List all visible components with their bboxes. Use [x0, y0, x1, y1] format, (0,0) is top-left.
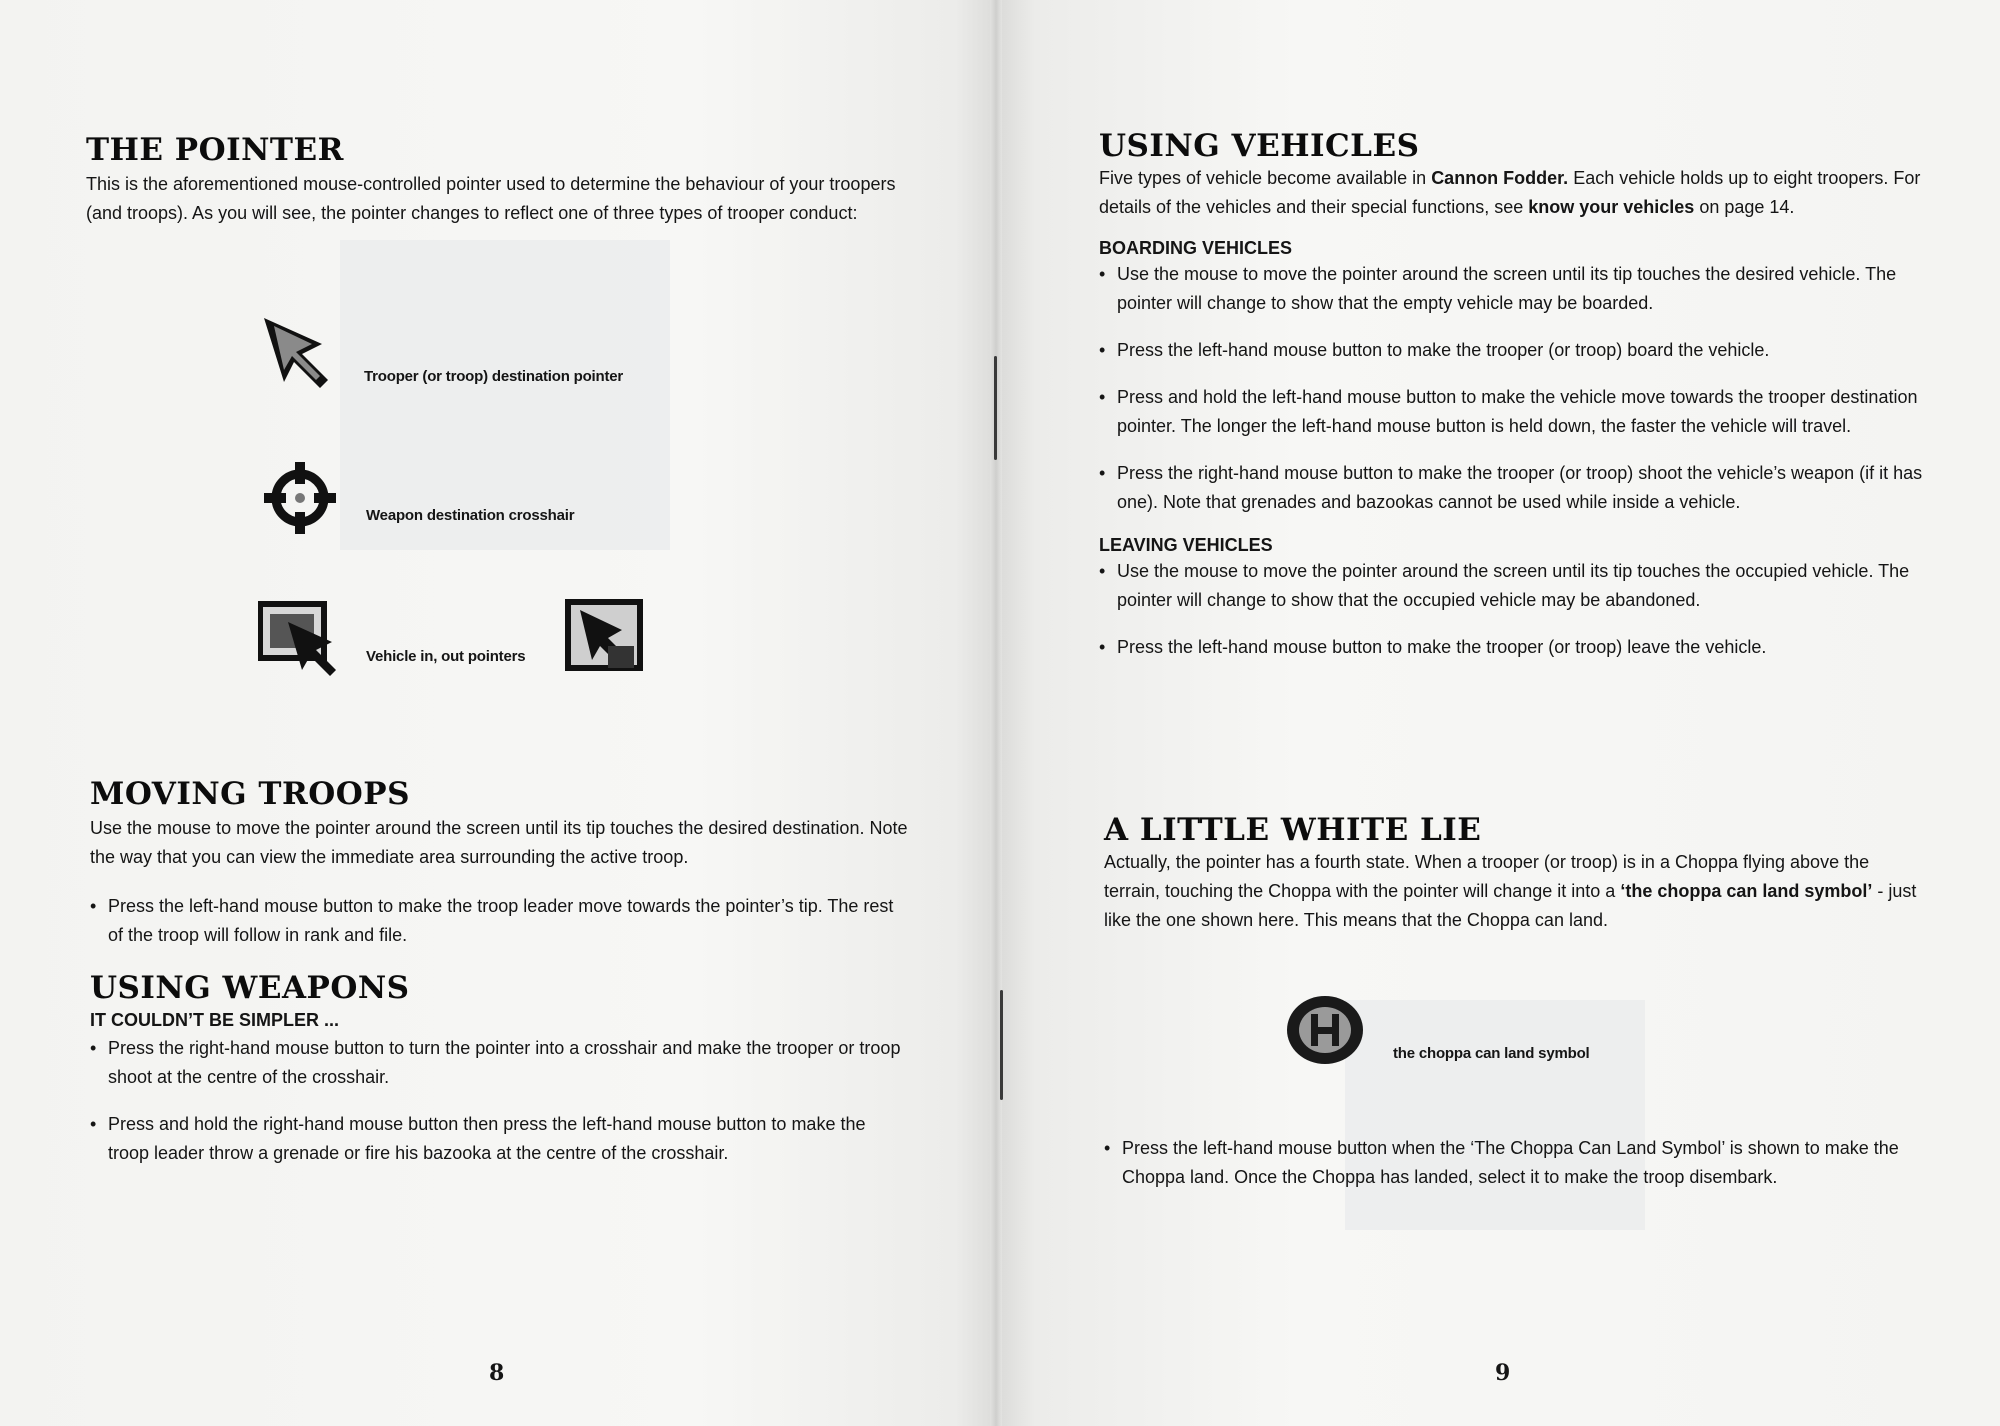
- weapons-list: [90, 1034, 910, 1168]
- list-item: • Use the mouse to move the pointer around the screen until its tip touches the occupied vehicle. The pointer will change to show that the occupied vehicle may be abandoned.: [1099, 557, 1939, 615]
- know-your-vehicles-reference: know your vehicles: [1528, 197, 1695, 217]
- list-item: • Press and hold the right-hand mouse button then press the left-hand mouse button to make the troop leader throw a grenade or fire his bazooka at the centre of the crosshair.: [90, 1110, 910, 1168]
- leaving-subheading: LEAVING VEHICLES: [1099, 535, 1273, 555]
- pointer-heading: THE POINTER: [86, 132, 344, 168]
- staple-bottom: [1000, 990, 1003, 1100]
- choppa-symbol-term: ‘the choppa can land symbol’: [1620, 881, 1873, 901]
- binding-fold: [990, 0, 1002, 1426]
- vehicle-pointer-icon: [258, 598, 348, 678]
- vehicles-body-text: Five types of vehicle become available in: [1099, 168, 1432, 188]
- left-page: [0, 0, 995, 1426]
- pointer-section: [86, 132, 906, 228]
- choppa-land-symbol-icon: [1281, 990, 1369, 1070]
- page-number-right: 9: [1495, 1360, 1511, 1386]
- vehicles-body-text: on page 14.: [1694, 197, 1795, 217]
- vehicles-section: [1099, 128, 1939, 662]
- show-through-panel: [340, 240, 670, 550]
- arrow-pointer-caption: Trooper (or troop) destination pointer: [364, 368, 624, 385]
- lie-heading: A LITTLE WHITE LIE: [1104, 812, 1482, 848]
- game-title: Cannon Fodder.: [1431, 168, 1569, 188]
- moving-heading: MOVING TROOPS: [90, 776, 410, 812]
- vehicles-body: [1099, 164, 1939, 222]
- show-through-panel: [1345, 1000, 1645, 1230]
- list-item: • Use the mouse to move the pointer around the screen until its tip touches the desired vehicle. The pointer will change to show that the empty vehicle may be boarded.: [1099, 260, 1939, 318]
- vehicle-pointer-caption: Vehicle in, out pointers: [366, 648, 526, 665]
- lie-section: [1104, 812, 1924, 935]
- list-item: • Press the left-hand mouse button to make the troop leader move towards the pointer’s tip. The rest of the troop will follow in rank and file.: [90, 892, 910, 950]
- weapons-heading: USING WEAPONS: [90, 970, 410, 1006]
- choppa-symbol-caption: the choppa can land symbol: [1393, 1045, 1590, 1062]
- list-item: • Press the right-hand mouse button to make the trooper (or troop) shoot the vehicle’s weapon (if it has one). Note that grenades and bazookas cannot be used while inside a vehicle.: [1099, 459, 1939, 517]
- vehicles-body-text: Each vehicle holds up to eight troopers. For details of the vehicles and their special functions, see: [1099, 168, 1921, 217]
- crosshair-icon: [262, 460, 338, 536]
- vehicles-heading: USING VEHICLES: [1099, 128, 1420, 164]
- weapons-subheading: IT COULDN’T BE SIMPLER ...: [90, 1010, 340, 1030]
- right-page: [995, 0, 2000, 1426]
- staple-top: [994, 356, 997, 460]
- leaving-list: [1099, 557, 1939, 662]
- vehicle-out-pointer-icon: [562, 596, 650, 680]
- pointer-body: This is the aforementioned mouse-controlled pointer used to determine the behaviour of your troopers (and troops). As you will see, the pointer changes to reflect one of three types of trooper conduct:: [86, 174, 896, 223]
- lie-body: [1104, 848, 1924, 935]
- list-item: • Press the left-hand mouse button to make the trooper (or troop) leave the vehicle.: [1099, 633, 1939, 662]
- page-number-left: 8: [489, 1360, 505, 1386]
- list-item: • Press the left-hand mouse button when the ‘The Choppa Can Land Symbol’ is shown to make the Choppa land. Once the Choppa has landed, select it to make the troop disembark.: [1104, 1134, 1924, 1192]
- lie-bullets-section: [1104, 1134, 1924, 1192]
- weapons-section: [90, 970, 910, 1168]
- arrow-pointer-icon: [262, 316, 344, 390]
- list-item: • Press and hold the left-hand mouse button to make the vehicle move towards the trooper destination pointer. The longer the left-hand mouse button is held down, the faster the vehicle will travel.: [1099, 383, 1939, 441]
- moving-body: Use the mouse to move the pointer around the screen until its tip touches the desired destination. Note the way that you can view the immediate area surrounding the active troop.: [90, 818, 908, 867]
- boarding-list: [1099, 260, 1939, 517]
- list-item: • Press the right-hand mouse button to turn the pointer into a crosshair and make the trooper or troop shoot at the centre of the crosshair.: [90, 1034, 910, 1092]
- boarding-subheading: BOARDING VEHICLES: [1099, 238, 1293, 258]
- lie-list: [1104, 1134, 1924, 1192]
- moving-list: [90, 892, 910, 950]
- crosshair-caption: Weapon destination crosshair: [366, 507, 575, 524]
- lie-body-text: Actually, the pointer has a fourth state. When a trooper (or troop) is in a Choppa flying above the terrain, touching the Choppa with the pointer will change it into a: [1104, 852, 1870, 901]
- lie-body-text: - just like the one shown here. This means that the Choppa can land.: [1104, 881, 1917, 930]
- moving-section: [90, 776, 910, 950]
- list-item: • Press the left-hand mouse button to make the trooper (or troop) board the vehicle.: [1099, 336, 1939, 365]
